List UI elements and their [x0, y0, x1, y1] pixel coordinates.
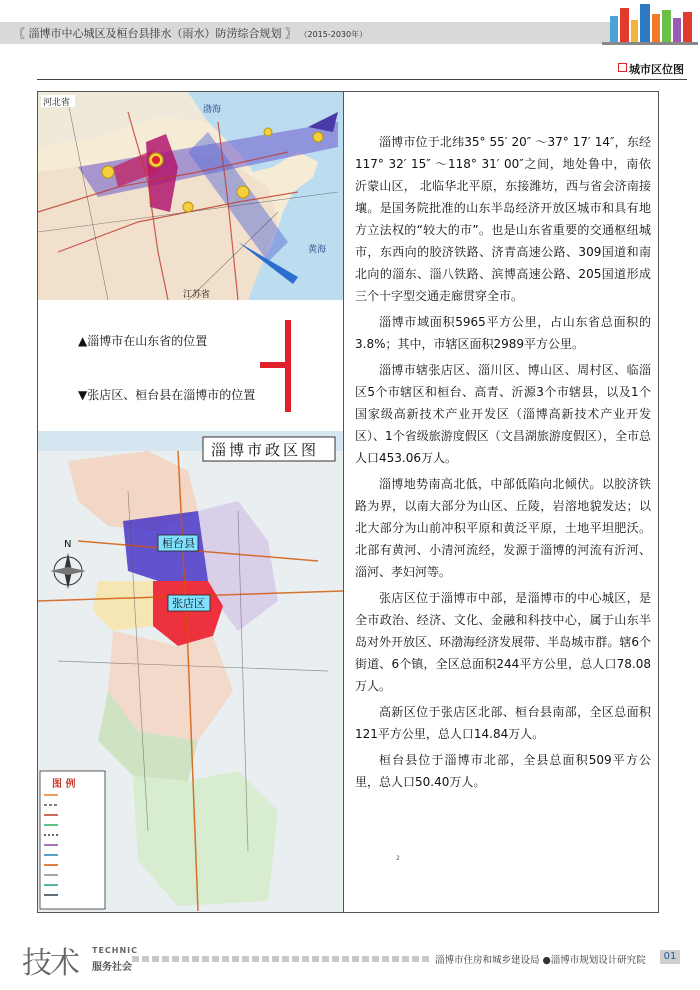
- label-hebei: 河北省: [43, 98, 71, 108]
- skyline-logo: [596, 2, 700, 48]
- caption-bracket: [38, 300, 343, 430]
- map2-title: 淄博市政区图: [211, 441, 320, 459]
- caption-top: ▲淄博市在山东省的位置: [78, 334, 208, 348]
- zibo-map-graphic: [38, 431, 343, 912]
- title-years: （2015-2030年）: [299, 30, 368, 39]
- paragraph-terrain: 淄博地势南高北低，中部低陷向北倾伏。以胶济铁路为界，以南大部分为山区、丘陵，岩溶地貌发达；以北大部分为山前冲积平原和黄泛平原，土地平坦肥沃。北部有黄河、小清河流经，发源于淄博的河流有沂河、淄河、孝妇河等。: [355, 477, 651, 579]
- label-huanghai: 黄海: [308, 245, 327, 255]
- article-body: [355, 131, 651, 797]
- caption-panel: [38, 300, 343, 430]
- header-rule: [37, 79, 687, 80]
- section-label: 城市区位图: [629, 63, 684, 76]
- compass-north: N: [64, 539, 72, 550]
- paragraph-gaoxin: 高新区位于张店区北部、桓台县南部，全区总面积121平方公里，总人口14.84万人。: [355, 705, 651, 741]
- legend-title: 图 例: [52, 779, 76, 790]
- label-zhangdian: 张店区: [172, 597, 205, 610]
- zibo-district-map: [38, 431, 343, 912]
- footer-org: 淄博市住房和城乡建设局 ●淄博市规划设计研究院: [435, 955, 646, 966]
- label-bohai: 渤海: [203, 105, 222, 115]
- footer-service: 服务社会: [92, 962, 132, 973]
- footer-logo: 技术: [22, 946, 78, 981]
- shandong-location-map: [38, 92, 343, 300]
- label-huantai: 桓台县: [162, 537, 195, 550]
- section-marker-icon: [618, 63, 627, 72]
- label-jiangsu: 江苏省: [183, 290, 211, 300]
- footer-tech: TECHNIC: [92, 946, 139, 955]
- paragraph-zhangdian: 张店区位于淄博市中部，是淄博市的中心城区，是全市政治、经济、文化、金融和科技中心，属于山东半岛对外开放区、环渤海经济发展带、半岛城市群。辖6个街道、6个镇，全区总面积244平方公里，总人口78.08万人。: [355, 591, 651, 693]
- column-divider: [343, 91, 344, 913]
- paragraph-huantai: 桓台县位于淄博市北部，全县总面积509平方公里，总人口50.40万人。: [355, 753, 651, 789]
- shandong-map-graphic: [38, 92, 343, 300]
- inner-page-marker: 2: [396, 855, 400, 862]
- paragraph-area: 淄博市域面积5965平方公里，占山东省总面积的3.8%；其中，市辖区面积2989平方公里。: [355, 315, 651, 351]
- caption-bottom: ▼张店区、桓台县在淄博市的位置: [78, 388, 256, 402]
- paragraph-districts: 淄博市辖张店区、淄川区、博山区、周村区、临淄区5个市辖区和桓台、高青、沂源3个市辖县，以及1个国家级高新技术产业开发区（淄博高新技术产业开发区）、1个省级旅游度假区（文昌湖旅游度假区），全市总人口453.06万人。: [355, 363, 651, 465]
- title-text: 〖 淄博市中心城区及桓台县排水（雨水）防涝综合规划 〗: [14, 27, 296, 40]
- paragraph-location: 淄博市位于北纬35° 55′ 20″ ～37° 17′ 14″，东经117° 32′ 15″ ～118° 31′ 00″之间，地处鲁中，南依沂蒙山区， 北临华北平原，东接潍坊，西与省会济南接壤。是国务院批准的山东半岛经济开放区城市和具有地方立法权的“较大的市”。也是山东省重要的交通枢纽城市，东西向的胶济铁路、济青高速公路、309国道和南北向的淄东、淄八铁路、滨博高速公路、205国道形成三个十字型交通走廊贯穿全市。: [355, 135, 651, 303]
- footer-dots: [132, 956, 432, 962]
- page-number: 01: [660, 950, 680, 964]
- document-title: [14, 25, 367, 41]
